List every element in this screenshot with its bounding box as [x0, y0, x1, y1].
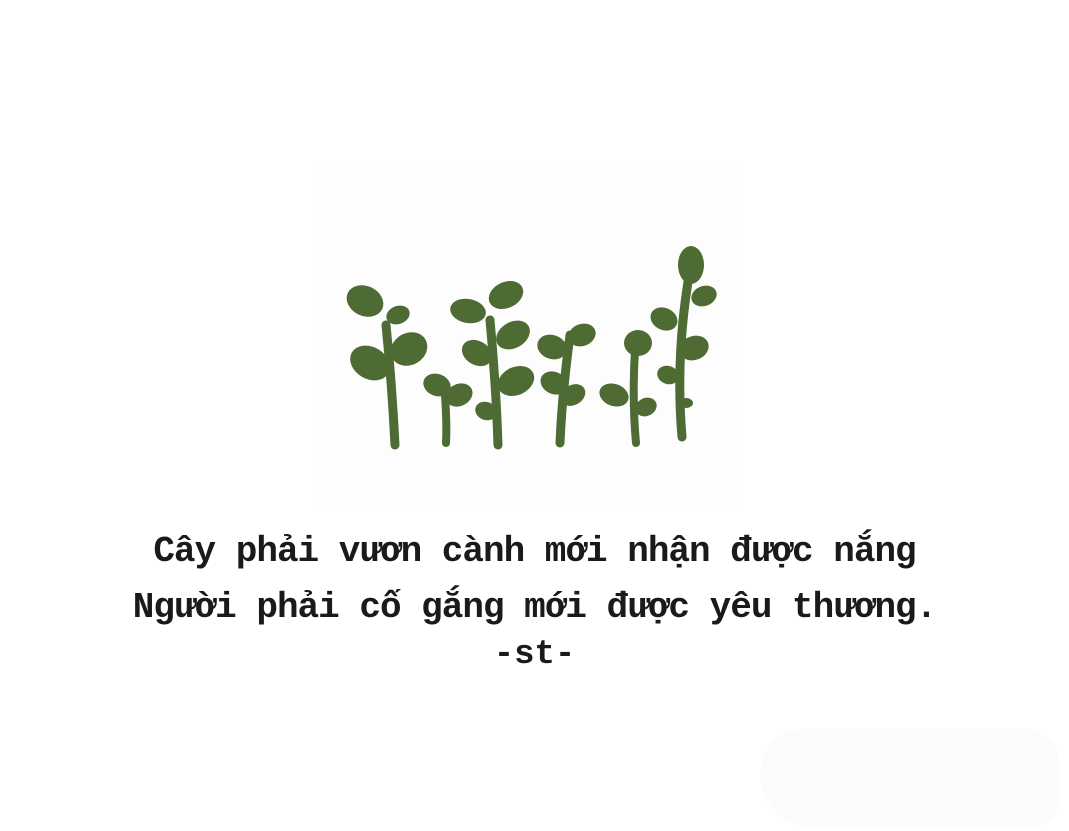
sprout-1-icon: [341, 279, 433, 445]
sprout-5-icon: [596, 330, 660, 443]
quote-line-1: Cây phải vươn cành mới nhận được nắng: [153, 531, 916, 572]
background-smudge: [760, 728, 1060, 828]
quote-signature: -st-: [493, 636, 576, 674]
sprout-2-icon: [420, 370, 476, 443]
sprout-6-icon: [647, 246, 720, 437]
sprouts-icon: [330, 235, 740, 460]
quote-line-2: Người phải cố gắng mới được yêu thương.: [132, 587, 937, 628]
sprout-4-icon: [534, 320, 599, 443]
sprout-3-icon: [448, 276, 539, 445]
